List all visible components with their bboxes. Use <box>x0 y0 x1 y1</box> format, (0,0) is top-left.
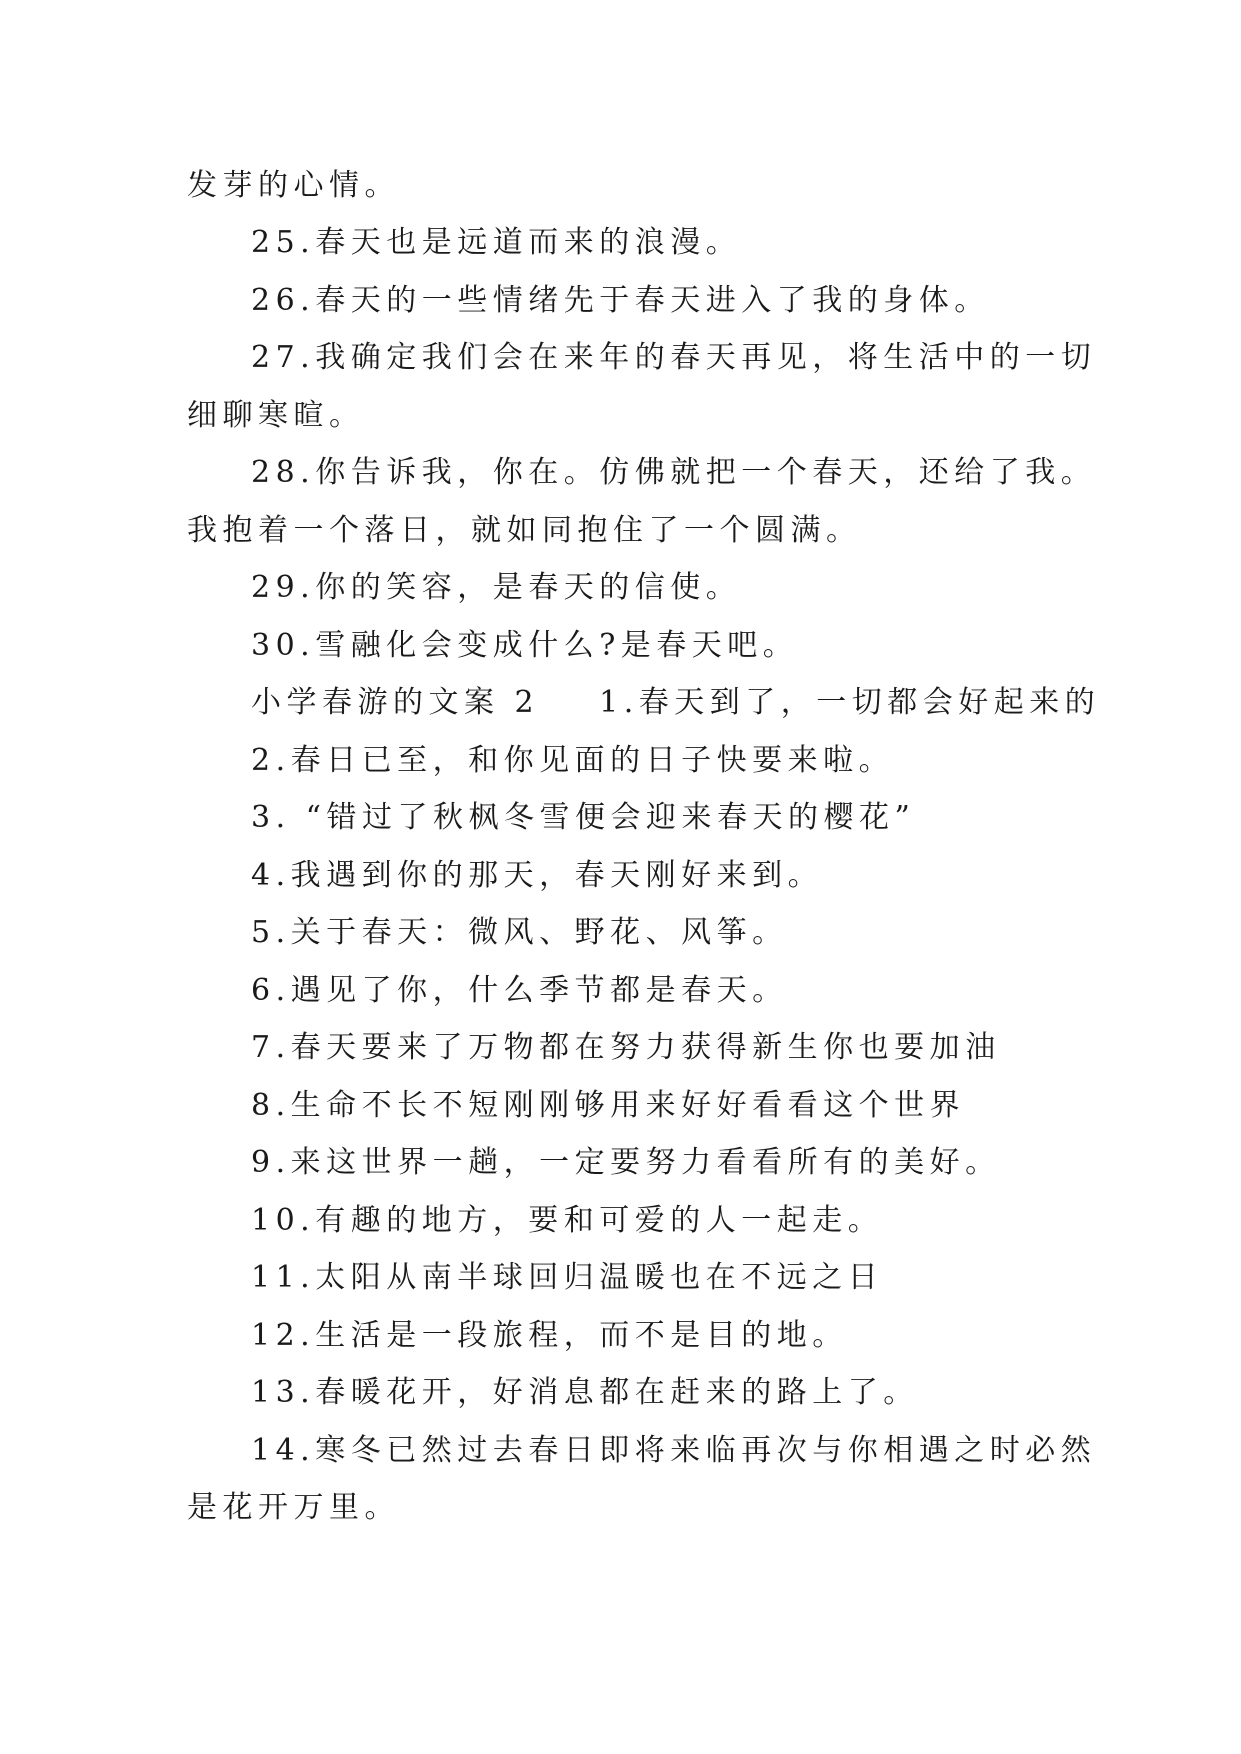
text-line: 11.太阳从南半球回归温暖也在不远之日 <box>251 1260 884 1295</box>
section-heading: 小学春游的文案 2 <box>251 685 540 720</box>
text-line: 5.关于春天：微风、野花、风筝。 <box>251 915 788 950</box>
text-line: 14.寒冬已然过去春日即将来临再次与你相遇之时必然 <box>251 1433 1097 1468</box>
text-line: 13.春暖花开，好消息都在赶来的路上了。 <box>251 1375 919 1410</box>
text-line: 4.我遇到你的那天，春天刚好来到。 <box>251 858 824 893</box>
text-line: 10.有趣的地方，要和可爱的人一起走。 <box>251 1203 884 1238</box>
text-line: 是花开万里。 <box>187 1490 400 1525</box>
heading-line <box>251 683 1100 723</box>
text-line: 26.春天的一些情绪先于春天进入了我的身体。 <box>251 283 990 318</box>
text-line: 28.你告诉我，你在。仿佛就把一个春天，还给了我。 <box>251 455 1097 490</box>
text-line: 30.雪融化会变成什么?是春天吧。 <box>251 628 799 663</box>
text-line: 6.遇见了你，什么季节都是春天。 <box>251 973 788 1008</box>
text-line: 27.我确定我们会在来年的春天再见，将生活中的一切 <box>251 340 1097 375</box>
text-line: 2.春日已至，和你见面的日子快要来啦。 <box>251 743 895 778</box>
text-line: 细聊寒暄。 <box>187 398 365 433</box>
text-line: 我抱着一个落日，就如同抱住了一个圆满。 <box>187 513 862 548</box>
text-line: 29.你的笑容，是春天的信使。 <box>251 570 742 605</box>
text-line: 1.春天到了，一切都会好起来的 <box>599 685 1101 720</box>
text-line: 25.春天也是远道而来的浪漫。 <box>251 225 742 260</box>
text-line: 发芽的心情。 <box>187 168 400 203</box>
text-line: 8.生命不长不短刚刚够用来好好看看这个世界 <box>251 1088 966 1123</box>
text-line: 3. “错过了秋枫冬雪便会迎来春天的樱花” <box>251 800 916 835</box>
text-line: 9.来这世界一趟，一定要努力看看所有的美好。 <box>251 1145 1001 1180</box>
text-line: 7.春天要来了万物都在努力获得新生你也要加油 <box>251 1030 1001 1065</box>
text-line: 12.生活是一段旅程，而不是目的地。 <box>251 1318 848 1353</box>
